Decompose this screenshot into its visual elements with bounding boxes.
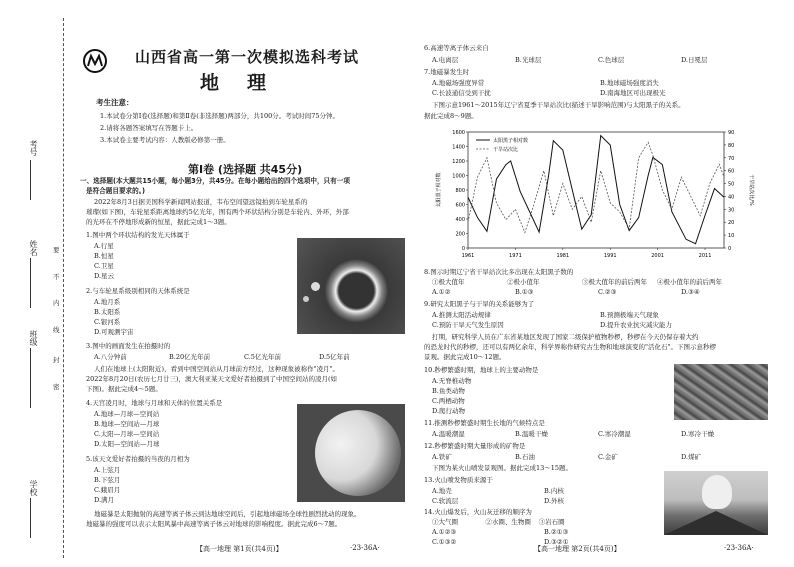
option: ①极大值年 xyxy=(432,278,465,286)
option: C.寒冷潮湿 xyxy=(598,430,631,438)
option: A.地月系 xyxy=(94,298,121,306)
option: B.光球层 xyxy=(515,56,542,64)
section-instruction: 是符合题目要求的。) xyxy=(86,187,146,195)
option: B.地球磁场强度消失 xyxy=(600,79,659,87)
option: D.爬行动物 xyxy=(432,407,466,415)
y-left-tick-label: 400 xyxy=(455,217,465,223)
option: A.温暖潮湿 xyxy=(432,430,465,438)
option: C.金矿 xyxy=(598,453,618,461)
option: C.太阳—月球—空间站 xyxy=(94,430,160,438)
seal-char: 封 xyxy=(53,356,60,364)
option: ④极小值年的前后两年 xyxy=(657,278,722,286)
option: A.八分钟前 xyxy=(94,353,127,361)
option: A.行星 xyxy=(94,242,114,250)
school-line xyxy=(30,498,31,538)
page-footer: 【高一地理 第2页(共4页)】 xyxy=(534,545,621,553)
x-tick-label: 2011 xyxy=(698,253,712,259)
option: B.石油 xyxy=(515,453,535,461)
y-right-tick-label: 20 xyxy=(728,220,735,227)
option: B.地球—空间站—月球 xyxy=(94,420,160,428)
option: C.两栖动物 xyxy=(432,397,465,405)
exam-logo-icon xyxy=(82,48,108,74)
y-right-tick-label: 10 xyxy=(728,233,735,240)
seal-char: 不 xyxy=(53,273,60,281)
question-stem: 6.高速等离子体云来自 xyxy=(424,44,489,52)
page-code: ·23-36A· xyxy=(724,544,754,552)
y-left-tick-label: 0 xyxy=(461,246,465,252)
y-right-tick-label: 30 xyxy=(728,207,735,214)
passage-text: 2022年8月20日(农历七月廿三)，澳大利亚某天文爱好者拍摄到了中国空间站的凌月(如 xyxy=(86,375,338,383)
y-left-tick-label: 1000 xyxy=(452,173,465,180)
option: A.无脊椎动物 xyxy=(432,377,472,385)
option: B.下弦月 xyxy=(94,476,121,484)
passage-text: 景观。据此完成10～12题。 xyxy=(424,353,506,361)
x-tick-label: 2001 xyxy=(651,253,664,259)
option: D.③④ xyxy=(681,288,700,296)
question-stem: 1.图中两个环状结构的发光天体属于 xyxy=(86,231,190,239)
notice-item: 3.本试卷主要考试内容：人教版必修第一册。 xyxy=(100,136,230,144)
exam-number-label: 考号 xyxy=(29,140,38,156)
y-right-tick-label: 0 xyxy=(728,246,732,252)
option: D.③②① xyxy=(544,538,569,546)
passage-text: 打期，研究科学人员在广东省某地区发现了国家二级保护植物秒椤，秒椤在今天仍保存着大约 xyxy=(432,333,699,341)
option: D.煤矿 xyxy=(681,453,702,461)
section-title: 第Ⅰ卷 (选择题 共45分) xyxy=(188,163,303,176)
option: B.恒星 xyxy=(94,252,114,260)
y-right-tick-label: 70 xyxy=(728,155,735,162)
question-stem: 2.与车轮星系级别相同的天体系统是 xyxy=(86,287,190,295)
option: A.①②③ xyxy=(432,528,457,536)
option: B.②①③ xyxy=(544,528,569,536)
exam-title: 山西省高一第一次模拟选科考试 xyxy=(135,48,360,66)
y-left-axis-label: 太阳黑子相对数 xyxy=(436,172,442,208)
option: D.外核 xyxy=(544,497,565,505)
option: ①大气圈 xyxy=(432,518,458,526)
option-row xyxy=(432,56,764,66)
name-line xyxy=(30,258,31,308)
option: A.电离层 xyxy=(432,56,459,64)
option: C.软流层 xyxy=(432,497,459,505)
option: B.预测极端天气现象 xyxy=(600,311,659,319)
option: C.银河系 xyxy=(94,318,121,326)
y-left-tick-label: 600 xyxy=(455,202,465,209)
option: A.推测太阳活动规律 xyxy=(432,311,491,319)
y-left-tick-label: 1400 xyxy=(452,144,465,151)
option: D.可观测宇宙 xyxy=(94,328,134,336)
x-tick-label: 1991 xyxy=(603,253,617,259)
option: B.太阳系 xyxy=(94,308,121,316)
passage-text: 人们在地球上(太阳附近)，看到中国空间站从月球前方经过，这种现象被称作"凌月"。 xyxy=(94,365,340,373)
notice-item: 1.本试卷分第Ⅰ卷(选择题)和第Ⅱ卷(非选择题)两部分，共100分。考试时间75分钟。 xyxy=(100,112,340,120)
spinulose-tree-fern-photo xyxy=(674,364,768,420)
legend-label: 干旱站次比 xyxy=(493,147,519,153)
y-right-tick-label: 90 xyxy=(728,130,735,136)
volcano-eruption-photo xyxy=(664,471,768,535)
y-right-axis-label: 干旱站次比/% xyxy=(748,174,754,206)
class-label: 班级 xyxy=(29,330,38,346)
page-footer: 【高一地理 第1页(共4页)】 xyxy=(196,545,283,553)
option: D.满月 xyxy=(94,496,115,504)
sunspot-drought-chart xyxy=(434,124,756,266)
option: B.鱼类动物 xyxy=(432,387,465,395)
question-stem: 8.图示时期辽宁省干旱站次比多出现在太阳黑子数的 xyxy=(424,268,574,276)
option: C.②③ xyxy=(598,288,617,296)
y-right-tick-label: 40 xyxy=(728,194,735,201)
y-right-tick-label: 50 xyxy=(728,181,735,188)
option: C.长波通信受到干扰 xyxy=(432,89,491,97)
companion-galaxy xyxy=(303,296,309,302)
y-left-tick-label: 200 xyxy=(455,231,465,238)
seal-dashed-line xyxy=(63,18,64,558)
question-stem: 10.秒椤繁盛时期，地球上的主要动物是 xyxy=(424,366,539,374)
subject-title: 地理 xyxy=(200,72,295,94)
volcano-cone xyxy=(664,511,768,535)
seal-char: 密 xyxy=(53,383,60,391)
option: D.太阳—空间站—月球 xyxy=(94,440,160,448)
page-code: ·23-36A· xyxy=(350,544,380,552)
x-tick-label: 1961 xyxy=(461,253,475,259)
option: C.蛾眉月 xyxy=(94,486,121,494)
option: B.①③ xyxy=(515,288,534,296)
option-row xyxy=(432,453,764,463)
option: C.色球层 xyxy=(598,56,625,64)
legend-label: 太阳黑子相对数 xyxy=(493,138,529,144)
option-row xyxy=(94,353,394,363)
option: A.①② xyxy=(432,288,451,296)
option: A.地壳 xyxy=(432,487,452,495)
option: D.南海地区可出现极光 xyxy=(600,89,666,97)
option: C.5亿光年前 xyxy=(244,353,281,361)
question-stem: 13.火山喷发物质来源于 xyxy=(424,476,493,484)
option-row xyxy=(432,430,764,440)
notice-heading: 考生注意： xyxy=(96,98,134,107)
companion-galaxy xyxy=(311,282,320,291)
passage-text: 2022年8月3日据美国科学新闻网站报道，韦布空间望远镜拍到车轮星系的 xyxy=(94,198,308,206)
option: C.卫星 xyxy=(94,262,114,270)
option: ③极大值年的前后两年 xyxy=(582,278,647,286)
moon-disc xyxy=(315,410,401,496)
name-label: 姓名 xyxy=(29,240,38,256)
question-stem: 4.天宫凌月时，地球与月球和天体的位置关系是 xyxy=(86,399,223,407)
option: A.上弦月 xyxy=(94,466,121,474)
option-row xyxy=(432,518,592,528)
passage-text: 的恐龙时代的秒椤，还可以有两亿余年，科学界称作研究古生物和地球演变的"活化石"。下图示意秒椤 xyxy=(424,343,716,351)
option: D.寒冷干燥 xyxy=(681,430,715,438)
option: A.地磁场强度异常 xyxy=(432,79,485,87)
question-stem: 14.火山爆发后，火山灰迁移的顺序为 xyxy=(424,508,532,516)
seal-char: 要 xyxy=(53,246,60,254)
moon-transit-photo xyxy=(297,404,405,502)
x-tick-label: 1971 xyxy=(509,253,522,259)
y-right-tick-label: 60 xyxy=(728,168,735,175)
option: B.内核 xyxy=(544,487,564,495)
y-left-tick-label: 800 xyxy=(455,188,465,194)
drought-series-line xyxy=(468,142,724,232)
passage-text: 的光环在不停地形成新的恒星，据此完成1～3题。 xyxy=(86,218,231,226)
passage-text: 地磁暴是太阳抛射的高速等离子体云到达地球空间后，引起地球磁场全球性剧烈扰动的现象。 xyxy=(94,510,361,518)
question-stem: 9.研究太阳黑子与干旱的关系能够为了 xyxy=(424,300,535,308)
class-line xyxy=(30,348,31,408)
answer-row xyxy=(432,288,764,298)
section-instruction: 一、选择题(本大题共15小题，每小题3分，共45分。在每小题给出的四个选项中，只有一项 xyxy=(80,177,350,185)
option: C.预防干旱天气发生原因 xyxy=(432,321,504,329)
cartwheel-galaxy-photo xyxy=(297,238,405,334)
question-stem: 12.秒椤繁盛时期大量形成的矿物是 xyxy=(424,442,526,450)
option: C.①③② xyxy=(432,538,457,546)
seal-char: 内 xyxy=(53,299,60,307)
ash-plume xyxy=(702,475,732,509)
option: A.地球—月球—空间站 xyxy=(94,410,160,418)
question-stem: 3.图中的画面发生在拍摄时的 xyxy=(86,342,171,350)
binding-margin xyxy=(0,0,52,567)
option: D.日冕层 xyxy=(681,56,708,64)
passage-text: 下图示意1961～2015年辽宁省夏季干旱站次比(描述干旱影响范围)与太阳黑子的关系。 xyxy=(432,101,685,109)
question-stem: 7.地磁暴发生时 xyxy=(424,68,470,76)
passage-text: 璀璨(如下图)，车轮星系距离地球约5亿光年，图有两个环状结构分别是车轮内、外环，外部 xyxy=(86,208,349,216)
y-left-tick-label: 1600 xyxy=(452,130,465,136)
question-stem: 5.该天文爱好者拍摄的当夜的月相为 xyxy=(86,455,190,463)
passage-text: 地磁暴的强度可以表示太阳风暴中高速等离子体云对地球的影响程度。据此完成6～7题。 xyxy=(86,520,342,528)
passage-text: 下图为某火山喷发景观图。据此完成13～15题。 xyxy=(432,464,573,472)
option-row xyxy=(432,278,732,288)
exam-number-line xyxy=(30,160,31,200)
passage-text: 据此完成8～9题。 xyxy=(424,112,478,120)
notice-item: 2.请将各题答案填写在答题卡上。 xyxy=(100,124,198,132)
x-tick-label: 1981 xyxy=(556,253,570,259)
y-left-tick-label: 1200 xyxy=(452,159,465,165)
school-label: 学校 xyxy=(29,480,38,496)
option: B.温暖干燥 xyxy=(515,430,548,438)
seal-char: 线 xyxy=(53,326,60,334)
option: D.5亿年前 xyxy=(319,353,350,361)
y-right-tick-label: 80 xyxy=(728,142,735,149)
option: D.星云 xyxy=(94,272,115,280)
option: D.提升农业抗灾减灾能力 xyxy=(600,321,673,329)
option: B.20亿光年前 xyxy=(169,353,211,361)
option: ③岩石圈 xyxy=(538,518,565,526)
option: ②极小值年 xyxy=(507,278,540,286)
option: A.铁矿 xyxy=(432,453,452,461)
question-stem: 11.推测秒椤繁盛时期生长地的气候特点是 xyxy=(424,419,545,427)
passage-text: 下图)。据此完成4～5题。 xyxy=(86,385,162,393)
option: ②水圈、生物圈 xyxy=(485,518,531,526)
